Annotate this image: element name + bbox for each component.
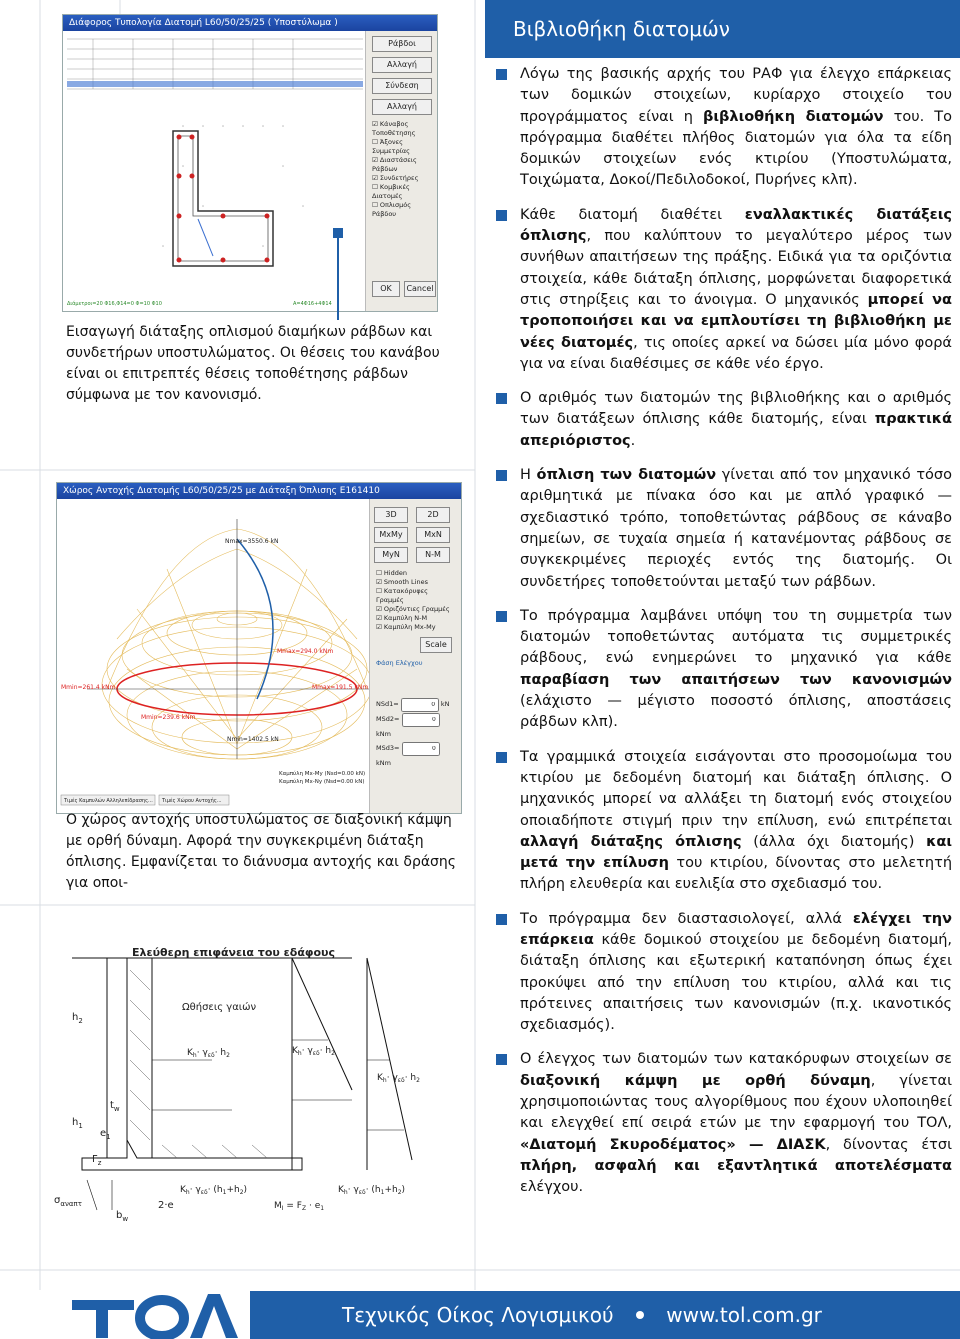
mmax2-label: Mmax=191.5 kNm — [312, 684, 369, 691]
caption-rebar-editor: Εισαγωγή διάταξης οπλισμού διαμήκων ράβδων και συνδετήρων υποστυλώματος. Οι θέσεις του κανάβου είναι οι επιτρεπτές θέσεις τοποθέτησης ράβδων σύμφωνα με τον κανονισμό. — [66, 324, 440, 403]
bw-label: $b_w$ — [116, 1210, 129, 1223]
cancel-button[interactable]: Cancel — [404, 281, 436, 297]
nmin-label: Nmin=1402.5 kN — [227, 736, 279, 743]
bullet-item: Τα γραμμικά στοιχεία εισάγονται στο προσομοίωμα του κτιρίου με δεδομένη διατομή και διάταξη όπλισης. Ο μηχανικός μπορεί να αλλάξει τη διατομή ενός στοιχείου οποιαδήποτε στιγμή πριν την επίλυση, ενώ επιτρέπεται αλλαγή διάταξης όπλισης (άλλα όχι διατομής) και μετά την επίλυση του κτιρίου, δίνοντας στο μελετητή πλήρη ελευθερία και ευελιξία στο σχεδιασμό του. — [496, 747, 952, 896]
link-button[interactable]: Σύνδεση — [372, 78, 432, 94]
nsd-row: NSd1= 0 kN — [376, 697, 456, 712]
company-name: Τεχνικός Οίκος Λογισμικού — [342, 1303, 614, 1327]
pressure-bottom-label-2: $K_h\cdot \gamma_{\varepsilon\delta}\cdot (h_1+h_2)$ — [338, 1185, 406, 1196]
2e-label: 2·e — [158, 1200, 174, 1211]
change-button[interactable]: Αλλαγή — [372, 57, 432, 73]
bullet-list — [496, 64, 952, 1199]
view-2d-button[interactable]: 2D — [416, 507, 450, 523]
pressure-top-label-3: $K_h\cdot \gamma_{\varepsilon\delta}\cdot h_2$ — [377, 1073, 420, 1084]
checkbox-option[interactable]: ☐ Κομβικές Διατομές — [372, 183, 410, 200]
drawing-title: Ελεύθερη επιφάνεια του εδάφους — [132, 946, 335, 959]
retaining-wall-drawing — [52, 940, 422, 1230]
nm-button[interactable]: N-M — [416, 547, 450, 563]
pressure-label: Ωθήσεις γαιών — [182, 1002, 257, 1013]
checkbox-option[interactable]: ☐ Οπλισμός Ράβδου — [372, 201, 412, 218]
msd3-input[interactable] — [402, 742, 440, 756]
bullet-item: Κάθε διατομή διαθέτει εναλλακτικές διατάξεις όπλισης, που καλύπτουν το μεγαλύτερο μέρος των συνήθων απαιτήσεων της πράξης. Ειδικά για τα οριζόντια στοιχεία, κάθε διάταξη όπλισης, μορφώνεται διαφορετικά στις στηρίξεις και το άνοιγμα. Ο μηχανικός μπορεί να τροποποιήσει και να εμπλουτίσει τη βιβλιοθήκη με νέες διατομές, τις οποίες αρκεί να δώσει μία μόνο φορά για να είναι διαθέσιμες σε κάθε νέο έργο. — [496, 205, 952, 375]
checkbox-option[interactable]: ☐ Hidden — [376, 569, 407, 577]
mmin2-label: Mmin=239.6 kNm — [141, 714, 196, 721]
interaction-surface-screenshot — [56, 482, 462, 814]
checkbox-option[interactable]: ☐ Κατακόρυφες Γραμμές — [376, 587, 428, 604]
checkbox-option[interactable]: ☐ Άξονες Συμμετρίας — [372, 138, 410, 155]
bullet-item: Ο αριθμός των διατομών της βιβλιοθήκης και ο αριθμός των διατάξεων όπλισης κάθε διατομής, είναι πρακτικά απεριόριστος. — [496, 388, 952, 452]
tol-logo — [70, 1284, 250, 1339]
checkbox-option[interactable]: ☑ Διαστάσεις Ράβδων — [372, 156, 417, 173]
checkbox-option[interactable]: ☑ Καμπύλη N-M — [376, 614, 428, 622]
ok-button[interactable]: OK — [372, 281, 400, 297]
checkbox-option[interactable]: ☑ Κάναβος Τοποθέτησης — [372, 120, 416, 137]
bullet-item: Λόγω της βασικής αρχής του ΡΑΦ για έλεγχο επάρκειας των δομικών στοιχείων, κυρίαρχο στοιχείο του προγράμματος είναι η βιβλιοθήκη διατομών του. Το πρόγραμμα διαθέτει πλήθος διατομών για όλα τα είδη δομικών στοιχείων ενός κτιρίου (Υποστυλώματα, Τοιχώματα, Δοκοί/Πεδιλοδοκοί, Πυρήνες κλπ). — [496, 64, 952, 192]
caption-interaction-surface: Ο χώρος αντοχής υποστυλώματος σε διαξονική κάμψη με ορθή δύναμη. Αφορά την συγκεκριμένη διάταξη όπλισης. Εμφανίζεται το διάνυσμα αντοχής και δράσης για οποι- — [66, 812, 457, 891]
window-title: Χώρος Αντοχής Διατομής L60/50/25/25 με Διάταξη Όπλισης Ε161410 — [57, 483, 461, 499]
interaction-values-button[interactable]: Τιμές Καμπυλών Αλληλεπίδρασης... — [64, 798, 153, 804]
bullet-item: Ο έλεγχος των διατομών των κατακόρυφων στοιχείων σε διαξονική κάμψη με ορθή δύναμη, γίνεται χρησιμοποιώντας τους αλγορίθμους που έχουν υλοποιηθεί και ελεγχθεί επί σειρά ετών με την εφαρμογή του ΤΟΛ, «Διατομή Σκυροδέματος» — ΔΙΑΣΚ, δίνοντας έτσι πλήρη, ασφαλή και εξαντλητικά αποτελέσματα ελέγχου. — [496, 1049, 952, 1198]
bullet-item: Η όπλιση των διατομών γίνεται από τον μηχανικό τόσο αριθμητικά με πίνακα όσο και με απλό γραφικό — σχεδιαστικό τρόπο, τοποθετώντας ράβδους σε κάναβο σημείων, σε τυχαία σημεία ή κατανέμοντας ράβδους σε συγκεκριμένες περιοχές εντός της διατομής. Οι συνδετήρες τοποθετούνται μεταξύ των ράβδων. — [496, 465, 952, 593]
mmin-label: Mmin=261.4 kNm — [61, 684, 116, 691]
e1-label: $e_1$ — [100, 1128, 111, 1141]
checkbox-option[interactable]: ☑ Smooth Lines — [376, 578, 428, 586]
footer-separator-dot — [636, 1311, 644, 1319]
section-header: Βιβλιοθήκη διατομών — [485, 0, 960, 58]
side-panel — [369, 499, 462, 813]
nsd-input[interactable] — [401, 698, 439, 712]
msd2-input[interactable] — [402, 713, 440, 727]
checkbox-option[interactable]: ☑ Συνδετήρες — [372, 174, 419, 182]
legend-mx-my: Καμπύλη Mx-My (Nsd=0.00 kN) — [279, 771, 366, 777]
resistance-values-button[interactable]: Τιμές Χώρου Αντοχής... — [162, 798, 222, 804]
surface-plot — [57, 499, 377, 813]
msd2-row: MSd2= 0 kNm — [376, 712, 456, 741]
mxn-button[interactable]: MxN — [416, 527, 450, 543]
check-phase-group: Φάση Ελέγχου — [376, 659, 423, 667]
bullet-item: Το πρόγραμμα δεν διαστασιολογεί, αλλά ελέγχει την επάρκεια κάθε δομικού στοιχείου με δεδομένη διατομή, διάταξη όπλισης και εξωτερική καταπόνηση όπως έχει προκύψει από την επίλυση του κτιρίου, αλλά και τις πρότεινες απαιτήσεις των κανονισμών (π.χ. ικανοτικός σχεδιασμός). — [496, 909, 952, 1037]
mmax-label: Mmax=294.0 kNm — [277, 648, 334, 655]
status-left: Διάμετροι=20 Φ16,Φ14=0 Φ=10 Φ10 — [67, 301, 162, 307]
pressure-bottom-label: $K_h\cdot \gamma_{\varepsilon\delta}\cdot (h_1+h_2)$ — [180, 1185, 248, 1196]
bullet-item: Το πρόγραμμα λαμβάνει υπόψη του τη συμμετρία των διατομών τοποθετώντας αυτόματα τις συμμετρικές ράβδους, ενώ ενημερώνει το μηχανικό για κάθε παραβίαση των απαιτήσεων των κανονισμών (ελάχιστο — μέγιστο ποσοστό όπλισης, αποστάσεις ράβδων κλπ). — [496, 606, 952, 734]
scale-button[interactable]: Scale — [420, 637, 452, 653]
msd3-row: MSd3= 0 kNm — [376, 741, 456, 770]
h2-label: $h_2$ — [72, 1012, 83, 1025]
h1-label: $h_1$ — [72, 1117, 83, 1130]
legend-mx-ny: Καμπύλη Mx-Ny (Nsd=0.00 kN) — [279, 779, 365, 785]
window-title: Διάφορος Τυπολογία Διατομή L60/50/25/25 ( Υποστύλωμα ) — [63, 15, 437, 31]
change-button[interactable]: Αλλαγή — [372, 99, 432, 115]
view-3d-button[interactable]: 3D — [374, 507, 408, 523]
fz-label: $F_z$ — [92, 1154, 102, 1167]
nmax-label: Nmax=3550.6 kN — [225, 538, 279, 545]
status-right: Α=4Φ16+4Φ14 — [293, 301, 332, 307]
mxmy-button[interactable]: MxMy — [374, 527, 408, 543]
pressure-top-label: $K_h\cdot \gamma_{\varepsilon\delta}\cdot h_2$ — [187, 1048, 230, 1059]
website-link[interactable]: www.tol.com.gr — [666, 1303, 822, 1327]
sigma-label: $\sigma_{\alpha\nu\alpha\pi\tau}$ — [54, 1195, 82, 1208]
rebars-button[interactable]: Ράβδοι — [372, 36, 432, 52]
footer-bar — [250, 1291, 960, 1339]
pressure-top-label-2: $K_h\cdot \gamma_{\varepsilon\delta}\cdot h_2$ — [292, 1046, 335, 1057]
myn-button[interactable]: MyN — [374, 547, 408, 563]
checkbox-option[interactable]: ☑ Καμπύλη Mx-My — [376, 623, 436, 631]
moment-label: $M_I = F_Z \cdot e_1$ — [274, 1201, 325, 1212]
tw-label: $t_w$ — [110, 1100, 120, 1113]
checkbox-option[interactable]: ☑ Οριζόντιες Γραμμές — [376, 605, 450, 613]
callout-arrow — [330, 225, 470, 325]
